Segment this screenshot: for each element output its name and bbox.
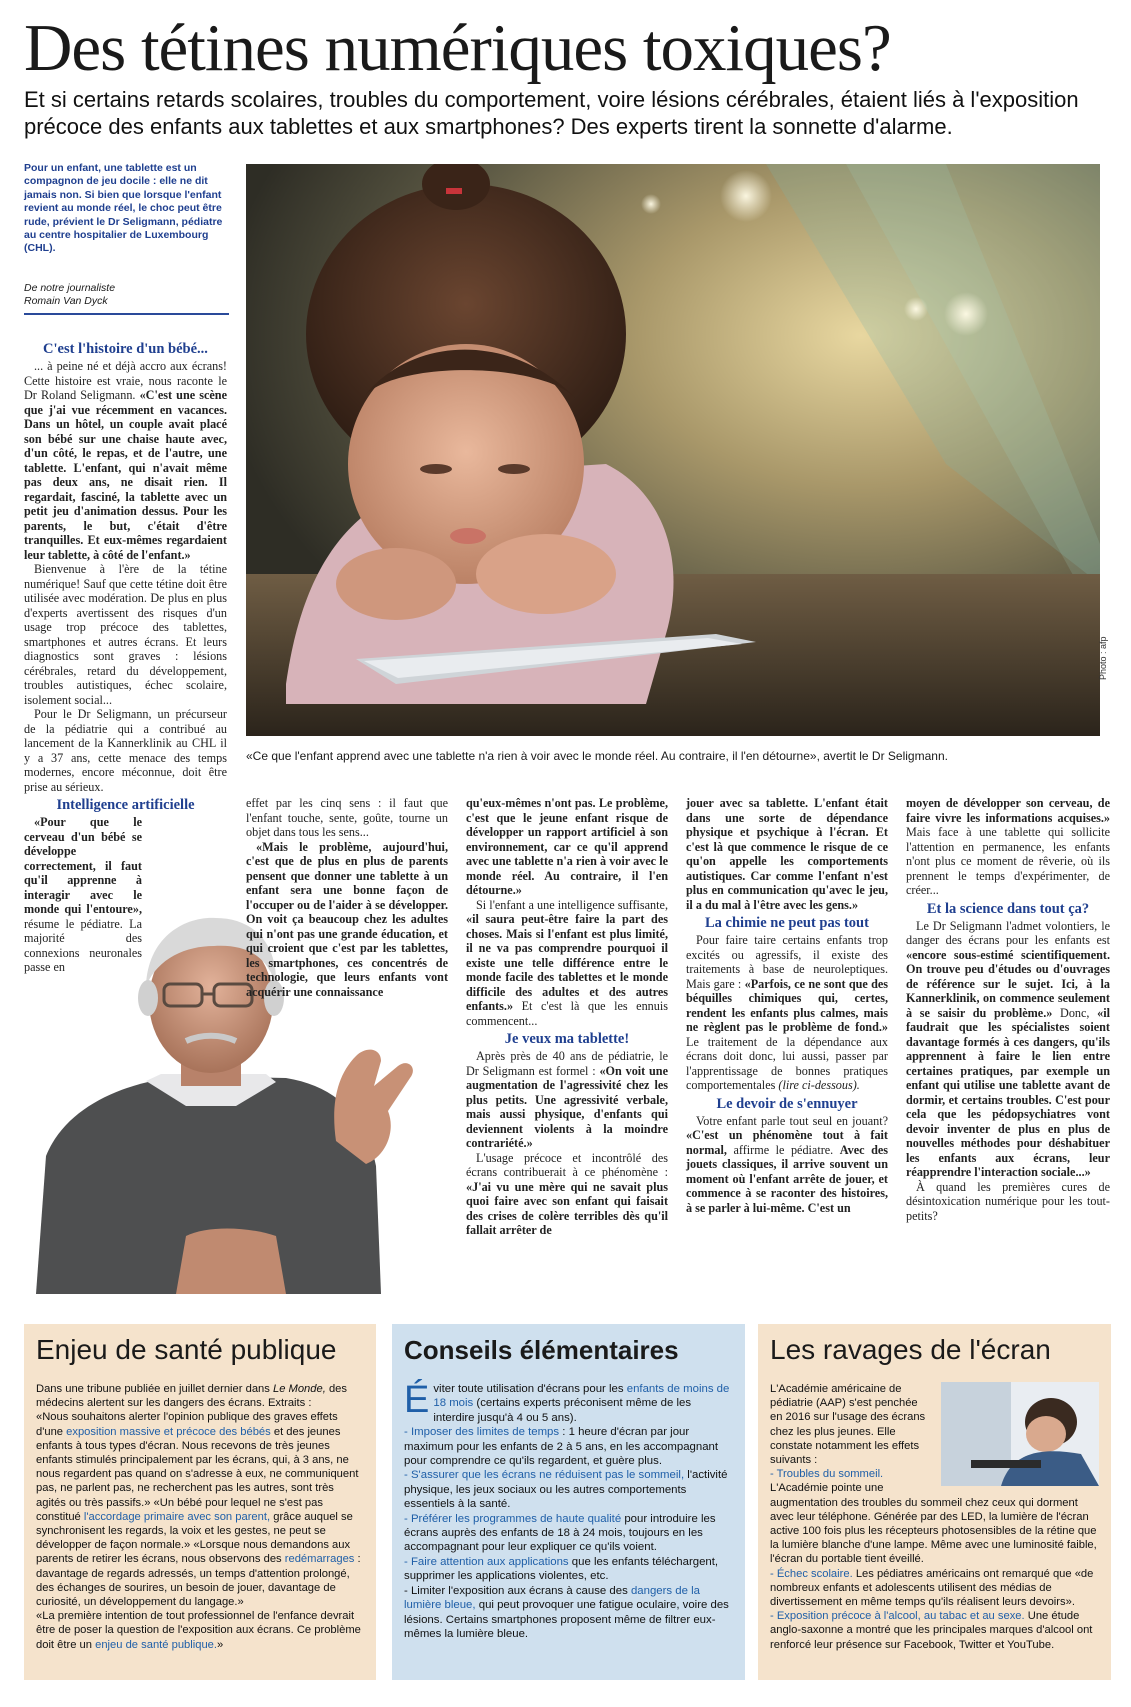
box-title: Conseils élémentaires [404, 1335, 679, 1365]
article-column-5 [906, 796, 1110, 1223]
paragraph: Si l'enfant a une intelligence suffisante, «il saura peut-être faire la part des choses. Mais si l'enfant est plus limité, il ne va pas comprendre pourquoi il existe une telle différence entre le monde facile des tablettes et le monde difficile des adultes et des autres enfants.» Et c'est là que les ennuis commencent... [466, 897, 669, 1028]
byline-author: Romain Van Dyck [24, 295, 108, 308]
box-body: L'Académie américaine de pédiatrie (AAP) s'est penchée en 2016 sur l'usage des écrans chez les plus jeunes. Elle constate notamment les effets suivants : - Troubles du sommeil. L'Académie pointe une augmentation des troubles du sommeil chez ceux qui dorment avec leur téléphone. Générée par des LED, la lumière de l'écran active 100 fois plus les récepteurs photosensibles de la rétine que la lumière blanche d'une lampe. Même avec une luminosité faible, l'écran du portable tient éveillé. - Échec scolaire. Les pédiatres américains ont remarqué que «de nombreux enfants et adolescents utilisent des médias de divertissement en même temps qu'ils réalisent leurs devoirs». - Exposition précoce à l'alcool, au tabac et au sexe. Une étude anglo-saxonne a montré que les principales marques d'alcool ont renforcé leur présence sur Facebook, Twitter et YouTube. [770, 1382, 1099, 1652]
paragraph: Le Dr Seligmann l'admet volontiers, le danger des écrans pour les enfants est «encore sous-estimé scientifiquement. On trouve peu d'études ou d'ouvrages de référence sur le sujet. Ici, à la Kannerklinik, on commence seulement à se saisir du problème.» Donc, «il faudrait que les spécialistes soient davantage formés à ces dangers, qu'ils apprennent à faire le lien entre certaines pratiques, par exemple un enfant qui utilise une tablette avant de dormir, et certains troubles. C'est pour cela que les pédopsychiatres vont devoir inventer de plus en plus de nouvelles méthodes pour déshabituer les enfants aux écrans, leur réapprendre l'interaction sociale...» [906, 918, 1111, 1179]
subhead-intelligence: Intelligence artificielle [56, 797, 195, 813]
paragraph: ... à peine né et déjà accro aux écrans! Cette histoire est vraie, nous raconte le Dr Roland Seligmann. «C'est une scène que j'ai vue récemment en vacances. Dans un hôtel, un couple avait placé son bébé sur une chaise haute avec, d'un côté, le repas, et de l'autre, une tablette. L'enfant, qui n'avait même pas deux ans, ne disait rien. Il regardait, fasciné, la tablette avec un petit jeu d'animation dessus. Pour les parents, le but, c'était d'être tranquilles. Et eux-mêmes regardaient leur tablette, à côté de l'enfant.» [24, 359, 227, 562]
subhead-science: Et la science dans tout ça? [926, 900, 1090, 917]
box-title: Les ravages de l'écran [770, 1334, 1051, 1365]
paragraph: Bienvenue à l'ère de la tétine numérique! Sauf que cette tétine doit être utilisée avec modération. De plus en plus d'experts avertissent des risques d'un usage trop précoce des tablettes, smartphones et autres écrans. Et leurs diagnostics sont graves : lésions cérébrales, retard du développement, troubles autistiques, échec scolaire, isolement social... [24, 562, 227, 707]
child-tablet-photo [246, 164, 1100, 736]
article-column-2 [246, 796, 448, 999]
paragraph: effet par les cinq sens : il faut que l'enfant touche, sente, goûte, tourne un objet dans tous les sens... [246, 796, 448, 839]
paragraph: jouer avec sa tablette. L'enfant était dans une sorte de dépendance physique et psychique à l'écran. Et c'est là que commence le risque de ce qu'on appelle les comportements autistiques. Car comme l'enfant n'est plus en communication qu'avec le jeu, il a du mal à l'être avec les gens.» [686, 796, 888, 912]
subhead-bebe: C'est l'histoire d'un bébé... [43, 341, 208, 357]
boy-screen-photo [941, 1382, 1099, 1486]
paragraph: L'usage précoce et incontrôlé des écrans contribuerait à ce phénomène : «J'ai vu une mère qui ne savait plus quoi faire avec son enfant qui faisait des crises de colère terribles dès qu'il fallait arrêter de [466, 1150, 668, 1237]
sidebar-box-conseils [392, 1324, 745, 1680]
photo-credit: Photo : afp [1098, 636, 1108, 680]
paragraph: Pour le Dr Seligmann, un précurseur de la pédiatrie qui a contribué au lancement de la Kannerklinik au CHL il y a 37 ans, cette menace des temps modernes, encore méconnue, doit être prise au sérieux. [24, 707, 227, 794]
subhead-tablette: Je veux ma tablette! [504, 1031, 630, 1047]
paragraph: À quand les premières cures de désintoxication numérique pour les tout-petits? [906, 1179, 1110, 1223]
byline [24, 282, 229, 315]
paragraph: Votre enfant parle tout seul en jouant? «C'est un phénomène tout à fait normal, affirme le pédiatre. Avec des jouets classiques, il arrive souvent un moment où l'enfant arrête de jouer, et commence à se raconter des histoires, à se parler à lui-même. C'est un [686, 1113, 888, 1215]
paragraph: moyen de développer son cerveau, de faire vivre les informations acquises.» Mais face à une tablette qui sollicite l'attention en permanence, les enfants n'ont plus ce moment de rêverie, où ils prennent le temps d'expérimenter, de créer... [906, 796, 1110, 897]
article-column-1 [24, 338, 227, 975]
standfirst: Et si certains retards scolaires, troubles du comportement, voire lésions cérébrales, étaient liés à l'exposition précoce des enfants aux tablettes et aux smartphones? Des experts tirent la sonnette d'alarme. [24, 87, 1079, 139]
paragraph: «Pour que le cerveau d'un bébé se développe correctement, il faut qu'il apprenne à interagir avec le monde qui l'entoure», résume le pédiatre. La majorité des connexions neuronales passe en [24, 815, 142, 974]
paragraph: «Mais le problème, aujourd'hui, c'est que de plus en plus de parents pensent que donner une tablette à un enfant sera une bonne façon de l'occuper ou de l'aider à se développer. On voit ça beaucoup chez les adultes qui n'ont pas une grande éducation, et qui croient que c'est par les tablettes, les smartphones, ces concentrés de technologie, que leurs enfants vont acquérir une connaissance [246, 839, 448, 999]
article-column-4 [686, 796, 888, 1215]
sidebar-box-sante [24, 1324, 376, 1680]
photo-caption: «Ce que l'enfant apprend avec une tablette n'a rien à voir avec le monde réel. Au contraire, il l'en détourne», avertit le Dr Seligmann. [246, 749, 948, 763]
box-body: Dans une tribune publiée en juillet dernier dans Le Monde, des médecins alertent sur les dangers des écrans. Extraits : «Nous souhaitons alerter l'opinion publique des graves effets d'une exposition massive et précoce des bébés et des jeunes enfants à tous types d'écran. Nous recevons de très jeunes enfants stimulés principalement par les écrans, qui, à 3 ans, ne nous regardent pas quand on s'adresse à eux, ne communiquent pas, ne parlent pas, ne recherchent pas les autres, sont très agités ou très passifs.» «Un bébé pour lequel ne s'est pas constitué l'accordage primaire avec son parent, grâce auquel se synchronisent les regards, la voix et les gestes, ne peut se développer de façon normale.» «Lorsque nous demandons aux parents de retirer les écrans, nous observons des redémarrages : davantage de regards adressés, un temps d'attention prolongé, des échanges de sourires, un besoin de jouer, davantage de curiosité, un développement du langage.» «La première intention de tout professionnel de l'enfance devrait être de poser la question de l'exposition aux écrans. Ce problème doit être un enjeu de santé publique.» [36, 1383, 361, 1651]
drop-cap: É [404, 1379, 430, 1421]
paragraph: Pour faire taire certains enfants trop excités ou agressifs, il existe des traitements à base de neuroleptiques. Mais gare : «Parfois, ce ne sont que des béquilles chimiques qui, certes, rendent les enfants plus calmes, mais ne règlent pas le problème de fond.» Le traitement de la dépendance aux écrans doit donc, lui aussi, passer par l'apprentissage de bonnes pratiques comportementales (lire ci-dessous). [686, 933, 888, 1092]
headline: Des tétines numériques toxiques? [24, 11, 891, 85]
byline-role: De notre journaliste [24, 282, 116, 294]
intro-paragraph: Pour un enfant, une tablette est un compagnon de jeu docile : elle ne dit jamais non. Si bien que lorsque l'enfant revient au monde réel, le choc peut être rude, prévient le Dr Seligmann, pédiatre au centre hospitalier de Luxembourg (CHL). [24, 162, 223, 255]
paragraph: qu'eux-mêmes n'ont pas. Le problème, c'est que le jeune enfant risque de développer un rapport artificiel à son environnement, car ce qu'il apprend avec une tablette n'a rien à voir avec le monde réel. Au contraire, il l'en détourne.» [466, 796, 668, 897]
box-body: Éviter toute utilisation d'écrans pour les enfants de moins de 18 mois (certains experts préconisent même de les interdire jusqu'à 4 ou 5 ans). - Imposer des limites de temps : 1 heure d'écran par jour maximum pour les enfants de 2 à 5 ans, en les accompagnant pour comprendre ce qu'ils regardent, et guère plus. - S'assurer que les écrans ne réduisent pas le sommeil, l'activité physique, les jeux sociaux ou les autres comportements essentiels à la santé. - Préférer les programmes de haute qualité pour introduire les écrans auprès des enfants de 18 à 24 mois, toujours en les accompagnant pour leur expliquer ce qu'ils voient. - Faire attention aux applications que les enfants téléchargent, supprimer les applications violentes, etc. - Limiter l'exposition aux écrans à cause des dangers de la lumière bleue, qui peut provoquer une fatigue oculaire, voire des lésions. Certains smartphones proposent même de filtrer eux-mêmes la lumière bleue. [404, 1379, 730, 1640]
sidebar-box-ravages [758, 1324, 1111, 1680]
box-title: Enjeu de santé publique [36, 1334, 337, 1365]
article-column-3 [466, 796, 668, 1238]
paragraph: Après près de 40 ans de pédiatrie, le Dr Seligmann est formel : «On voit une augmentation de l'agressivité chez les plus petits. Une agressivité verbale, mais aussi physique, d'enfants qui deviennent violents à la moindre contrariété.» [466, 1049, 668, 1150]
subhead-ennuyer: Le devoir de s'ennuyer [716, 1095, 858, 1112]
subhead-chimie: La chimie ne peut pas tout [705, 915, 869, 931]
